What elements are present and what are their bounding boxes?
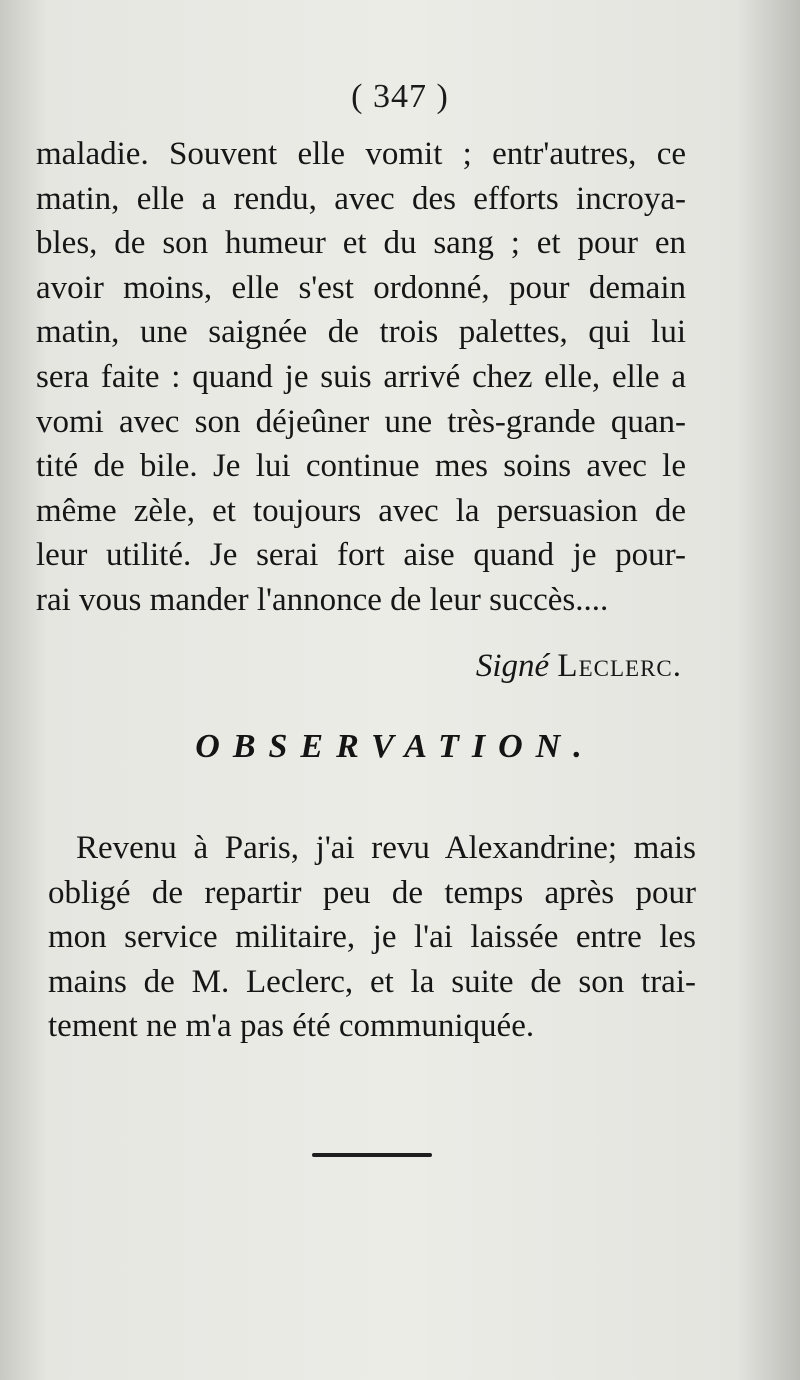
text-line: mon service militaire, je l'ai laissée entre les <box>48 919 696 956</box>
text-line: maladie. Souvent elle vomit ; entr'autres, ce <box>36 136 686 172</box>
text-line: leur utilité. Je serai fort aise quand je pour- <box>36 537 686 574</box>
text-line: avoir moins, elle s'est ordonné, pour demain <box>36 269 686 306</box>
paragraph-1 <box>36 132 686 623</box>
text-line: matin, une saignée de trois palettes, qui lui <box>36 314 686 351</box>
signature <box>476 648 682 685</box>
text-line: vomi avec son déjeûner une très-grande quan- <box>36 403 686 440</box>
text-line: Revenu à Paris, j'ai revu Alexandrine; mais <box>76 830 696 866</box>
section-divider <box>312 1153 432 1157</box>
text-line: tement ne m'a pas été communiquée. <box>48 1008 535 1045</box>
text-line: mains de M. Leclerc, et la suite de son trai- <box>48 963 696 1000</box>
text-line: obligé de repartir peu de temps après pour <box>48 874 696 911</box>
text-line: même zèle, et toujours avec la persuasion de <box>36 492 686 529</box>
signature-name: Leclerc. <box>557 648 682 684</box>
signature-signe: Signé <box>475 648 550 684</box>
text-line: bles, de son humeur et du sang ; et pour en <box>36 225 686 262</box>
text-line: matin, elle a rendu, avec des efforts incroya- <box>36 180 686 217</box>
text-line: tité de bile. Je lui continue mes soins avec le <box>36 448 686 485</box>
text-line: sera faite : quand je suis arrivé chez elle, elle a <box>36 358 686 395</box>
paragraph-2 <box>48 826 696 1049</box>
text-line: rai vous mander l'annonce de leur succès.... <box>36 581 609 618</box>
page-number: ( 347 ) <box>351 78 449 115</box>
section-heading: OBSERVATION. <box>195 728 595 765</box>
